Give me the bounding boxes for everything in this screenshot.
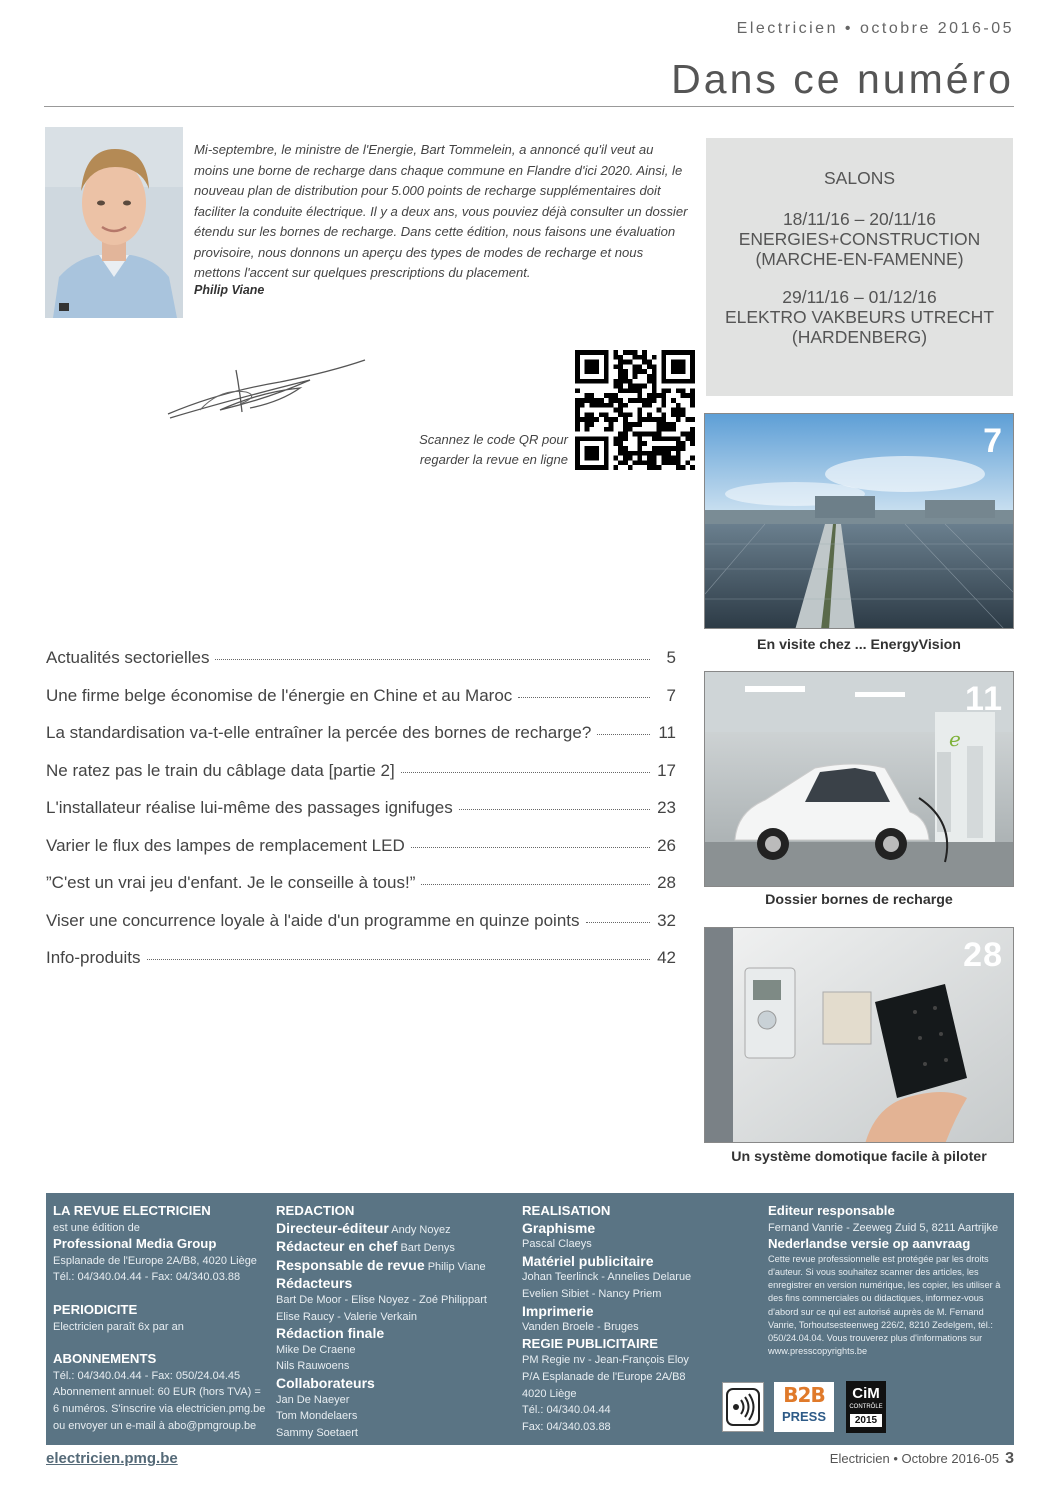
salon-name: ELEKTRO VAKBEURS UTRECHT [724,307,995,327]
toc-title: L'installateur réalise lui-même des passages ignifuges [46,798,453,817]
colophon-person: Vanden Broele - Bruges [522,1321,639,1334]
colophon-text: Esplanade de l'Europe 2A/B8, 4020 Liège [53,1254,257,1267]
colophon-title: LA REVUE ELECTRICIEN [53,1203,211,1218]
colophon-role: Rédaction finale [276,1325,385,1342]
colophon-person: Andy Noyez [391,1223,451,1236]
feature-photo-domotics[interactable] [704,927,1014,1143]
certification-logos [722,1381,888,1433]
colophon-text: Abonnement annuel: 60 EUR (hors TVA) = [53,1386,261,1399]
table-of-contents [46,648,676,986]
b2b-press-logo [774,1382,834,1432]
colophon-person: Bart De Moor - Elise Noyez - Zoé Philippart [276,1293,487,1306]
feature-page-number: 28 [963,936,1003,974]
colophon-text: Tél.: 04/340.04.44 [522,1404,611,1417]
feature-caption: Un système domotique facile à piloter [731,1149,987,1165]
editorial-author: Philip Viane [194,283,265,297]
website-link[interactable]: electricien.pmg.be [46,1450,178,1467]
colophon-text: Fernand Vanrie - Zeeweg Zuid 5, 8211 Aartrijke [768,1221,999,1234]
page-title: Dans ce numéro [671,56,1014,102]
footer-issue: Electricien • Octobre 2016-05 [829,1451,1000,1466]
toc-entry[interactable] [46,761,676,799]
colophon-person: Tom Mondelaers [276,1410,358,1423]
editorial-text: Mi-septembre, le ministre de l'Energie, Bart Tommelein, a annoncé qu'il veut au moins une borne de recharge dans chaque commune en Flandre d'ici 2020. Ainsi, le nouveau plan de distribution pour 5.000 points de recharge supplémentaires doit faciliter la conduite électrique. Il y a deux ans, vous pouviez déjà consulter un dossier étendu sur les bornes de recharge. Dans cette édition, nous faisons une évaluation provisoire, nous donnons un aperçu des types de modes de recharge et nous mettons l'accent sur quelques prescriptions du placement. [194,142,688,280]
colophon-text: 4020 Liège [522,1387,577,1400]
toc-page: 42 [657,948,676,967]
page-footer [830,1450,1014,1468]
cim-mark: CiM [852,1385,880,1402]
svg-text:e: e [949,727,961,751]
colophon-heading: Nederlandse versie op aanvraag [768,1236,971,1252]
toc-entry[interactable] [46,948,676,986]
colophon-person: Bart Denys [400,1242,455,1255]
toc-title: Actualités sectorielles [46,648,210,667]
cim-sub: CONTRÔLE [849,1404,883,1410]
colophon-person: Johan Teerlinck - Annelies Delarue [522,1271,692,1284]
colophon-role: Rédacteurs [276,1275,353,1292]
toc-leader [215,659,650,660]
colophon-role: Directeur-éditeur [276,1219,389,1236]
cim-logo [846,1381,886,1433]
signature-image [160,352,370,432]
colophon-role: Rédacteur en chef [276,1238,398,1255]
salons-heading: SALONS [824,168,895,188]
colophon-realisation [522,1203,752,1435]
colophon-publication [53,1203,273,1434]
feature-caption: En visite chez ... EnergyVision [757,637,961,653]
colophon-redaction [276,1203,506,1441]
qr-code[interactable] [575,350,695,470]
colophon-role: Responsable de revue [276,1256,425,1273]
colophon-text: Fax: 04/340.03.88 [522,1420,611,1433]
colophon-heading: ABONNEMENTS [53,1351,157,1367]
header-divider [44,106,1014,107]
qr-caption-line2: regarder la revue en ligne [419,452,568,467]
colophon-text: ou envoyer un e-mail à abo@pmgroup.be [53,1419,257,1432]
toc-page: 26 [657,835,676,855]
colophon-text: Tél.: 04/340.04.44 - Fax: 050/24.04.45 [53,1369,241,1382]
colophon-person: Elise Raucy - Valerie Verkain [276,1310,418,1323]
b2b-mark: B2B [783,1383,825,1407]
colophon-text: Electricien paraît 6x par an [53,1320,184,1333]
toc-leader [411,847,650,848]
page-number: 3 [1005,1450,1014,1467]
toc-title: La standardisation va-t-elle entraîner la percée des bornes de recharge? [46,723,592,742]
salon-name: ENERGIES+CONSTRUCTION [738,229,981,249]
colophon-role: Matériel publicitaire [522,1252,654,1269]
toc-title: Viser une concurrence loyale à l'aide d'un programme en quinze points [46,910,580,930]
colophon-person: Evelien Sibiet - Nancy Priem [522,1287,662,1300]
colophon-publisher: Professional Media Group [53,1236,217,1252]
qr-caption-line1: Scannez le code QR pour [419,432,568,447]
toc-page: 7 [666,685,676,705]
toc-title: Une firme belge économise de l'énergie en Chine et au Maroc [46,685,513,705]
colophon-role: Graphisme [522,1219,596,1236]
feature-page-number: 7 [983,422,1003,460]
colophon-person: Mike De Craene [276,1343,356,1356]
colophon-heading: REDACTION [276,1203,355,1218]
feature-caption: Dossier bornes de recharge [765,892,953,908]
toc-entry[interactable] [46,648,676,686]
colophon-heading: Editeur responsable [768,1203,895,1218]
colophon-person: Philip Viane [427,1260,486,1273]
colophon-text: P/A Esplanade de l'Europe 2A/B8 [522,1370,686,1383]
salon-dates: 29/11/16 – 01/12/16 [782,287,937,307]
feature-photo-car[interactable] [704,671,1014,887]
qr-caption [360,430,568,470]
salon-dates: 18/11/16 – 20/11/16 [782,209,937,229]
toc-entry[interactable] [46,873,676,911]
toc-title: Varier le flux des lampes de remplacement LED [46,835,405,855]
salon-place: (MARCHE-EN-FAMENNE) [755,249,964,269]
b2b-press-text: PRESS [781,1409,827,1424]
toc-leader [147,959,651,960]
copyright-notice: Cette revue professionnelle est protégée par les droits d'auteur. Si vous souhaitez scanner des articles, les enregistrer en version numérique, les copier, les utiliser à des fins commerciales ou didactiques, informez-vous d'abord sur ce qui est autorisé auprès de M. Fernand Vanrie, Torhoutsesteenweg 226/2, 8210 Zedelgem, tél.: 050/24.04.04. Vous trouverez plus d'informations sur www.presscopyrights.be [768,1253,1001,1357]
colophon-text: 6 numéros. S'inscrire via electricien.pmg.be [53,1402,266,1415]
toc-page: 5 [666,648,676,667]
toc-entry[interactable] [46,686,676,724]
colophon-heading: PERIODICITE [53,1301,138,1317]
toc-title: Ne ratez pas le train du câblage data [partie 2] [46,760,395,780]
colophon-person: Pascal Claeys [522,1238,592,1251]
toc-leader [518,697,650,698]
colophon-legal [768,1203,1004,1358]
colophon-heading: REALISATION [522,1203,611,1218]
running-header: Electricien • octobre 2016-05 [736,20,1014,37]
toc-leader [597,734,650,735]
feature-page-number: 11 [965,680,1003,718]
copyright-logo [722,1382,764,1432]
toc-title: ”C'est un vrai jeu d'enfant. Je le conseille à tous!” [46,873,416,892]
toc-leader [586,922,651,923]
colophon-person: Sammy Soetaert [276,1426,358,1439]
toc-leader [421,884,650,885]
toc-entry[interactable] [46,798,676,836]
salons-box [706,138,1013,396]
toc-leader [401,772,650,773]
feature-photo-solar[interactable] [704,413,1014,629]
colophon-role: Imprimerie [522,1302,594,1319]
colophon-role: Collaborateurs [276,1374,375,1391]
toc-entry[interactable] [46,836,676,874]
colophon-text: est une édition de [53,1221,140,1234]
editor-portrait [45,127,183,318]
colophon-text: Tél.: 04/340.04.44 - Fax: 04/340.03.88 [53,1271,241,1284]
colophon-heading: REGIE PUBLICITAIRE [522,1335,659,1351]
cim-year: 2015 [850,1414,882,1427]
toc-page: 32 [657,910,676,930]
toc-entry[interactable] [46,911,676,949]
toc-entry[interactable] [46,723,676,761]
salon-place: (HARDENBERG) [791,327,928,347]
toc-page: 11 [658,723,676,742]
colophon-person: Nils Rauwoens [276,1360,350,1373]
colophon-person: Jan De Naeyer [276,1393,350,1406]
toc-page: 17 [657,760,676,780]
toc-title: Info-produits [46,948,141,967]
toc-leader [459,809,650,810]
colophon-text: PM Regie nv - Jean-François Eloy [522,1354,689,1367]
toc-page: 28 [657,873,676,892]
toc-page: 23 [657,798,676,817]
